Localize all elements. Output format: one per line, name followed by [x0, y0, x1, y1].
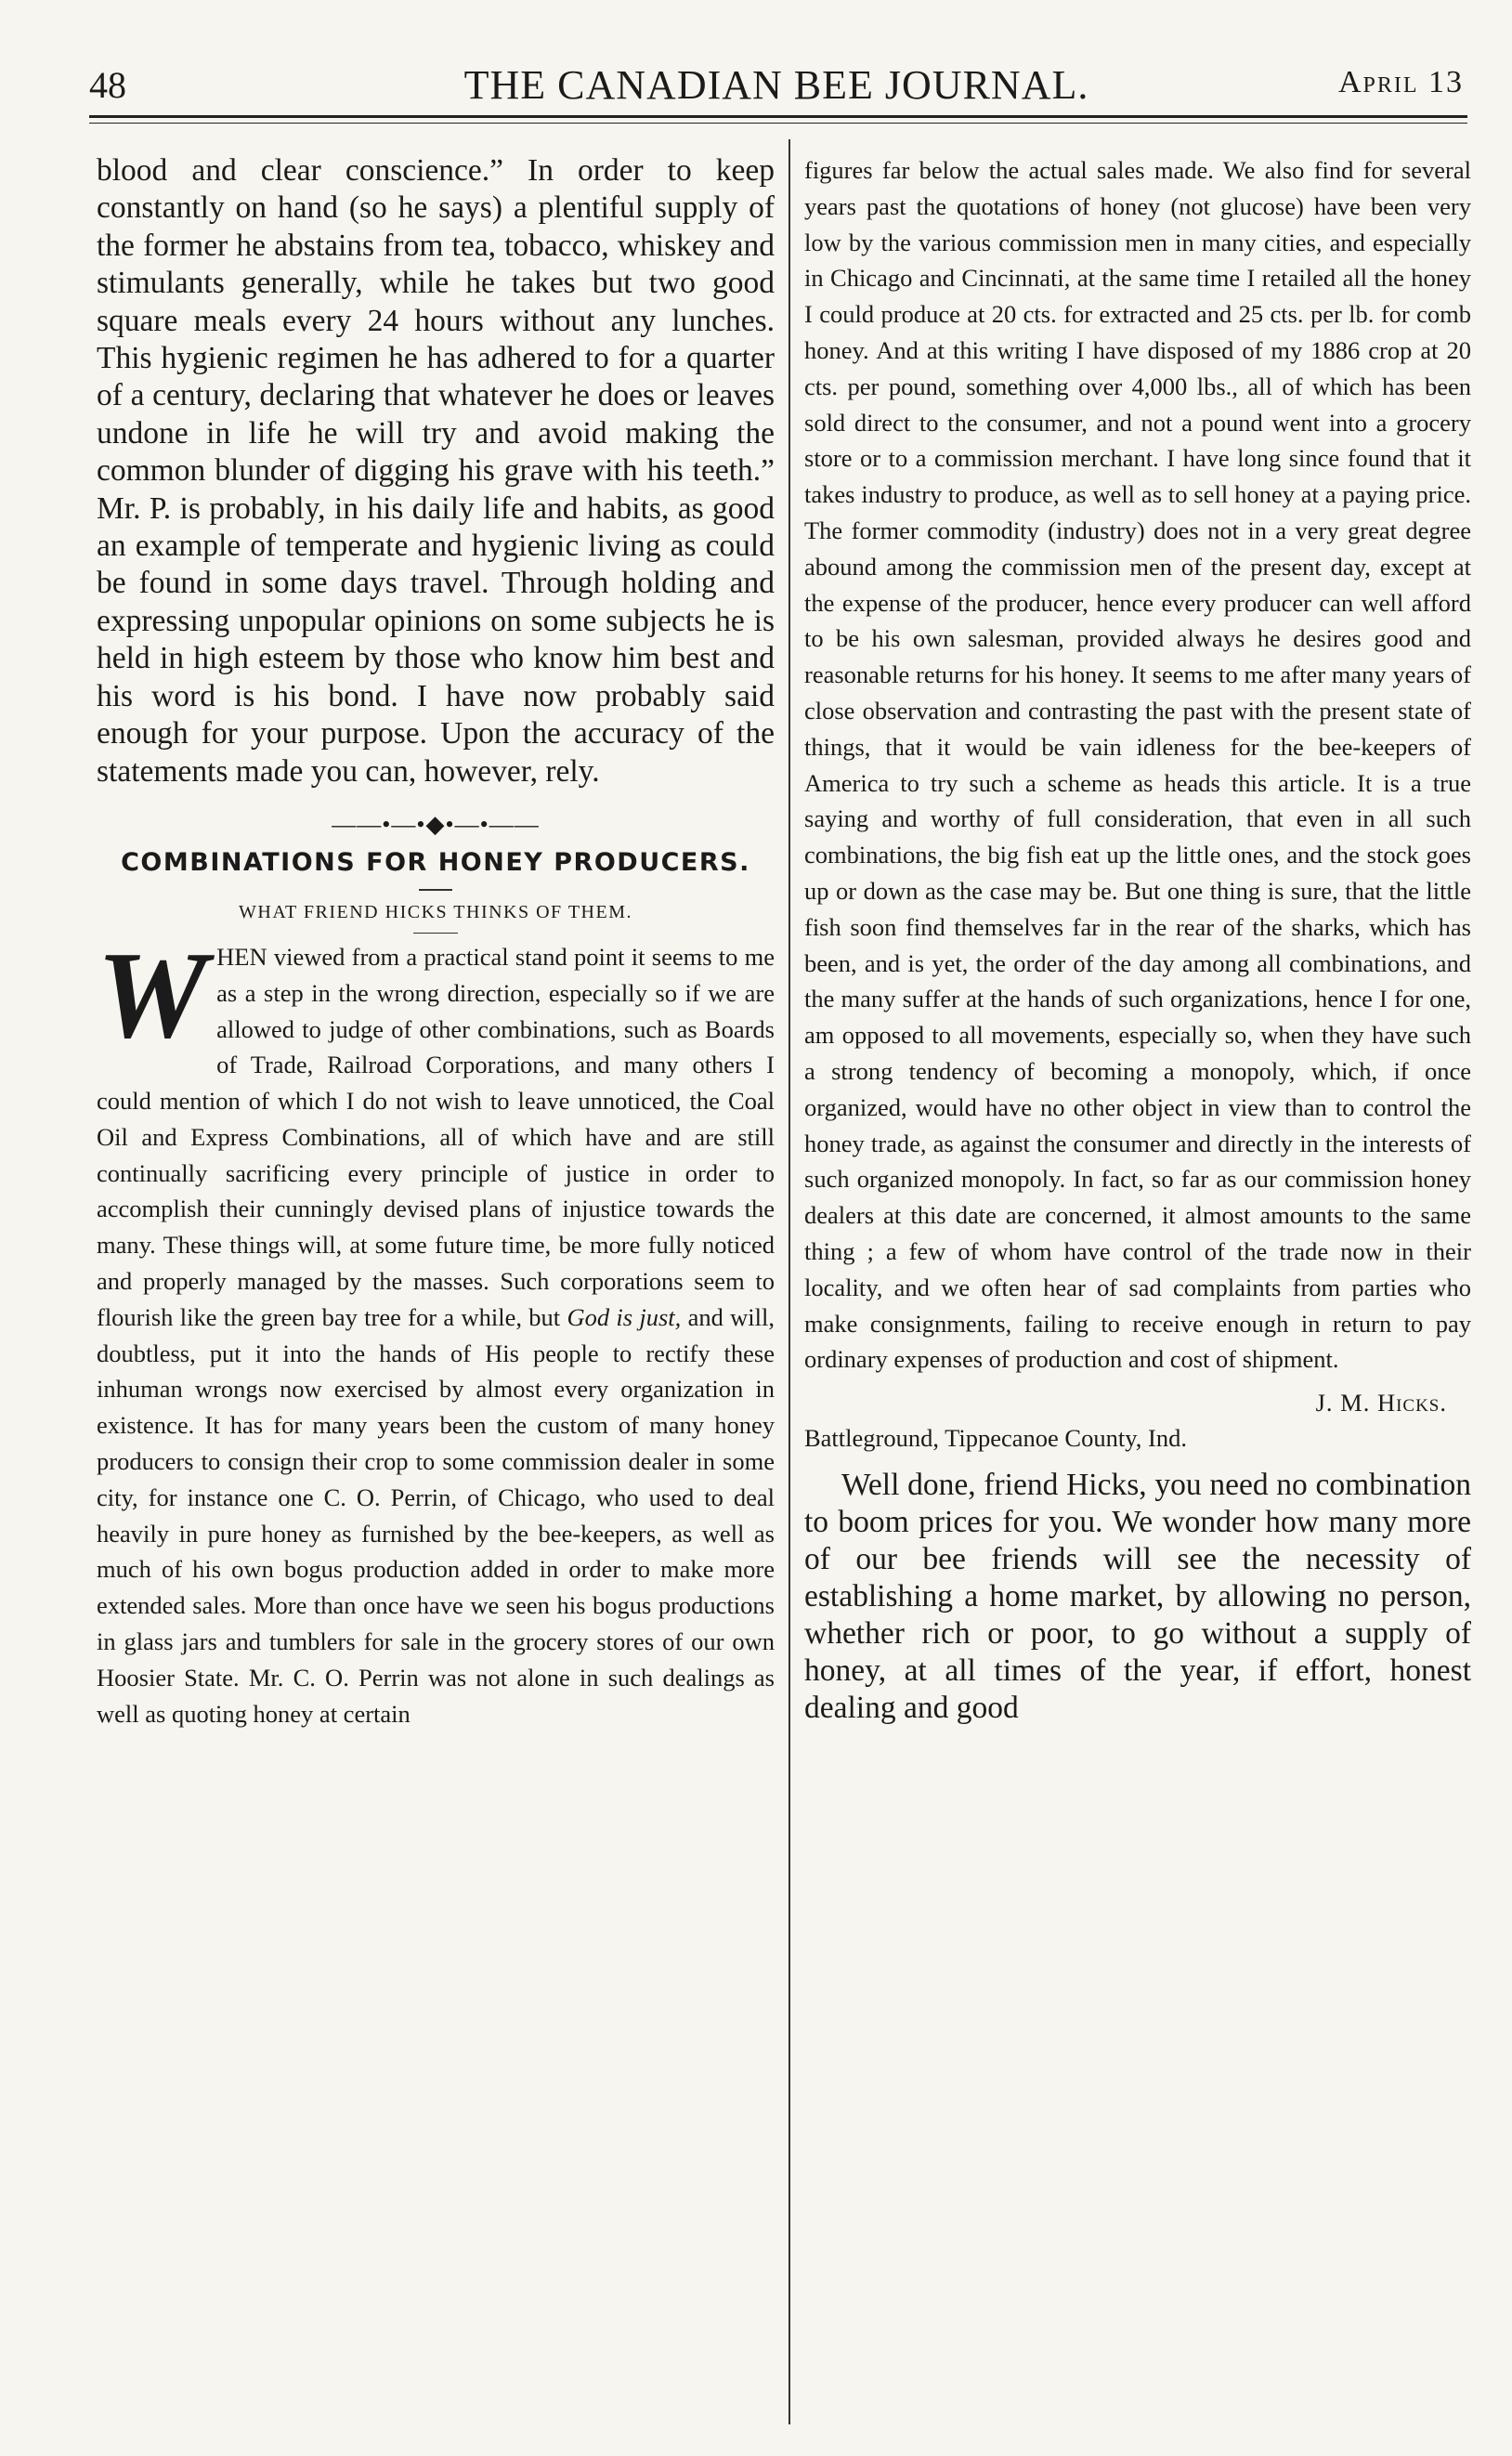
intro-paragraph: blood and clear conscience.” In order to keep constantly on hand (so he says) a plentiful supply of the former he abstains from tea, tobacco, whiskey and stimulants generally, while he takes but two good square meals every 24 hours without any lunches. This hygienic regimen he has adhered to for a quarter of a century, declaring that whatever he does or leaves undone in life he will try and avoid making the common blunder of digging his grave with his teeth.” Mr. P. is probably, in his daily life and habits, as good an example of temperate and hygienic living as could be found in some days travel. Through holding and expressing unpopular opinions on some subjects he is held in high esteem by those who know him best and his word is his bond. I have now probably said enough for your purpose. Upon the accuracy of the statements made you can, however, rely.	[97, 153, 775, 789]
title-rule	[419, 889, 452, 891]
section-ornament: ——•—•◆•—•——	[332, 810, 540, 838]
drop-cap: W	[97, 925, 208, 1064]
article-body-right: figures far below the actual sales made. We also find for several years past the quotations of honey (not glucose) have been very low by the various commission men in many cities, and especially in Chicago and Cincinnati, at the same time I retailed all the honey I could produce at 20 cts. for extracted and 25 cts. per lb. for comb honey. And at this writing I have disposed of my 1886 crop at 20 cts. per pound, something over 4,000 lbs., all of which has been sold direct to the consumer, and not a pound went into a grocery store or to a commission merchant. I have long since found that it takes industry to produce, as well as to sell honey at a paying price. The former commodity (industry) does not in a very great degree abound among the commission men of the present day, except at the expense of the producer, hence every producer can well afford to be his own salesman, provided always he desires good and reasonable returns for his honey. It seems to me after many years of close observation and contrasting the past with the present state of things, that it would be vain idleness for the bee-keepers of America to try such a scheme as heads this article. It is a true saying and worthy of full consideration, that even in all such combinations, the big fish eat up the little ones, and the stock goes up or down as the case may be. But one thing is sure, that the little fish soon find themselves far in the rear of the sharks, which has been, and is yet, the order of the day among all combinations, and the many suffer at the hands of such organizations, hence I for one, am opposed to all movements, especially so, when they have such a strong tendency of becoming a monopoly, which, if once organized, would have no other object in view than to control the honey trade, as against the consumer and directly in the interests of such organized monopoly. In fact, so far as our commission honey dealers at this date are concerned, it almost amounts to the same thing ; a few of whom have control of the trade now in their locality, and we often hear of sad complaints from parties who make consignments, failing to receive enough in return to pay ordinary expenses of production and cost of shipment.	[804, 156, 1471, 1374]
issue-date: April 13	[1337, 65, 1464, 99]
left-column	[97, 152, 775, 1731]
header-rule-thick	[89, 115, 1467, 118]
journal-title: THE CANADIAN BEE JOURNAL.	[463, 62, 1089, 108]
author-address: Battleground, Tippecanoe County, Ind.	[804, 1424, 1187, 1453]
article-body-left	[97, 925, 775, 1732]
article-body-italic: God is just,	[567, 1302, 682, 1331]
right-column	[804, 152, 1471, 1727]
page-number: 48	[89, 64, 126, 106]
header-rule-thin	[89, 123, 1467, 124]
article-body-start: HEN viewed from a practical stand point it seems to me as a step in the wrong direction, especially so if we are allowed to judge of other combinations, such as Boards of Trade, Railroad Corporations, and many others I could mention of which I do not wish to leave unnoticed, the Coal Oil and Express Combinations, all of which have and are still continually sacrificing every principle of justice in order to accomplish their cunningly devised plans of injustice towards the many. These things will, at some future time, be more fully noticed and properly managed by the masses. Such corporations seem to flourish like the green bay tree for a while, but	[97, 942, 775, 1331]
editor-comment: Well done, friend Hicks, you need no combination to boom prices for you. We wonder how many more of our bee friends will see the necessity of establishing a home market, by allowing no person, whether rich or poor, to go without a supply of honey, at all times of the year, if effort, honest dealing and good	[804, 1468, 1471, 1726]
subtitle-rule	[413, 933, 458, 934]
article-title: COMBINATIONS FOR HONEY PRODUCERS.	[121, 847, 750, 877]
column-divider	[789, 139, 790, 2424]
author-signature: J. M. Hicks.	[1315, 1389, 1447, 1417]
article-subtitle: WHAT FRIEND HICKS THINKS OF THEM.	[239, 901, 632, 922]
article-body-end: and will, doubtless, put it into the hands of His people to rectify these inhuman wrongs now exercised by almost every organization in existence. It has for many years been the custom of many honey producers to consign their crop to some commission dealer in some city, for instance one C. O. Perrin, of Chicago, who used to deal heavily in pure honey as furnished by the bee-keepers, as well as much of his own bogus production added in order to make more extended sales. More than once have we seen his bogus productions in glass jars and tumblers for sale in the grocery stores of our own Hoosier State. Mr. C. O. Perrin was not alone in such dealings as well as quoting honey at certain	[97, 1302, 775, 1728]
page-header	[89, 56, 1464, 121]
